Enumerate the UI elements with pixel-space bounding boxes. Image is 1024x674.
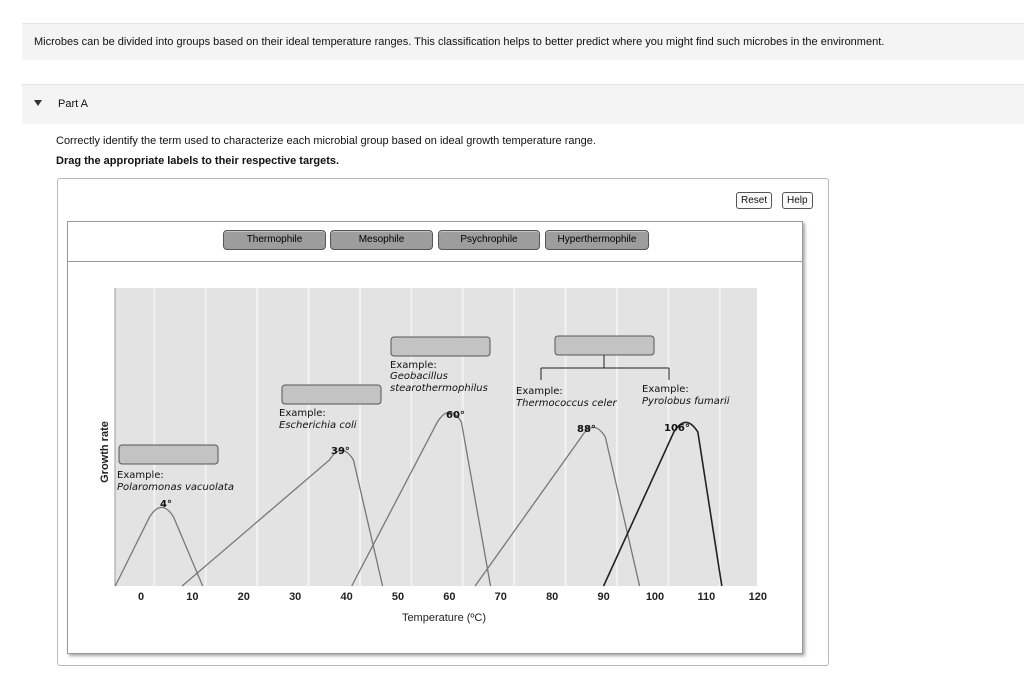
x-axis-label: Temperature (ºC) <box>401 612 487 624</box>
x-tick-label: 0 <box>137 591 145 603</box>
drag-instruction: Drag the appropriate labels to their respective targets. <box>56 155 340 167</box>
example-3-name-line2: stearothermophilus <box>390 383 488 394</box>
x-tick-label: 20 <box>237 591 250 603</box>
x-tick-label: 70 <box>494 591 507 603</box>
x-tick-label: 90 <box>597 591 610 603</box>
reset-button[interactable]: Reset <box>736 192 772 209</box>
drop-target-3[interactable] <box>391 337 490 356</box>
example-2-title: Example: <box>279 408 326 419</box>
drop-target-4[interactable] <box>555 336 654 355</box>
x-tick-label: 10 <box>186 591 199 603</box>
example-4-name: Thermococcus celer <box>516 398 617 409</box>
x-tick-label: 60 <box>443 591 456 603</box>
example-1-title: Example: <box>117 470 164 481</box>
label-mesophile[interactable]: Mesophile <box>330 230 433 250</box>
example-1-name: Polaromonas vacuolata <box>117 482 234 493</box>
peak-4: 88° <box>577 424 596 435</box>
peak-5: 106° <box>664 423 690 434</box>
peak-1: 4° <box>160 499 172 510</box>
x-tick-label: 50 <box>391 591 405 603</box>
peak-3: 60° <box>446 410 465 421</box>
x-tick-label: 100 <box>645 591 665 603</box>
label-hyperthermophile[interactable]: Hyperthermophile <box>545 230 649 250</box>
instruction-text: Correctly identify the term used to characterize each microbial group based on ideal growth temperature range. <box>56 135 596 147</box>
example-3-name-line1: Geobacillus <box>390 371 448 382</box>
drop-target-1[interactable] <box>119 445 218 464</box>
x-tick-labels <box>138 591 767 603</box>
plot-area <box>115 288 757 586</box>
drop-target-2[interactable] <box>282 385 381 404</box>
example-5-title: Example: <box>642 384 689 395</box>
help-button[interactable]: Help <box>782 192 813 209</box>
example-5-name: Pyrolobus fumarii <box>642 396 730 407</box>
x-tick-label: 120 <box>748 591 767 603</box>
y-axis-label: Growth rate <box>99 421 111 483</box>
label-thermophile[interactable]: Thermophile <box>223 230 326 250</box>
label-psychrophile[interactable]: Psychrophile <box>438 230 540 250</box>
example-3-title: Example: <box>390 360 437 371</box>
x-tick-label: 110 <box>697 591 716 603</box>
x-tick-label: 80 <box>546 591 559 603</box>
example-2-name: Escherichia coli <box>279 420 357 431</box>
part-title: Part A <box>58 98 88 110</box>
peak-2: 39° <box>331 446 350 457</box>
x-tick-label: 40 <box>340 591 353 603</box>
example-4-title: Example: <box>516 386 563 397</box>
intro-text: Microbes can be divided into groups based on their ideal temperature ranges. This classification helps to better predict where you might find such microbes in the environment. <box>22 23 1024 60</box>
x-tick-label: 30 <box>289 591 302 603</box>
